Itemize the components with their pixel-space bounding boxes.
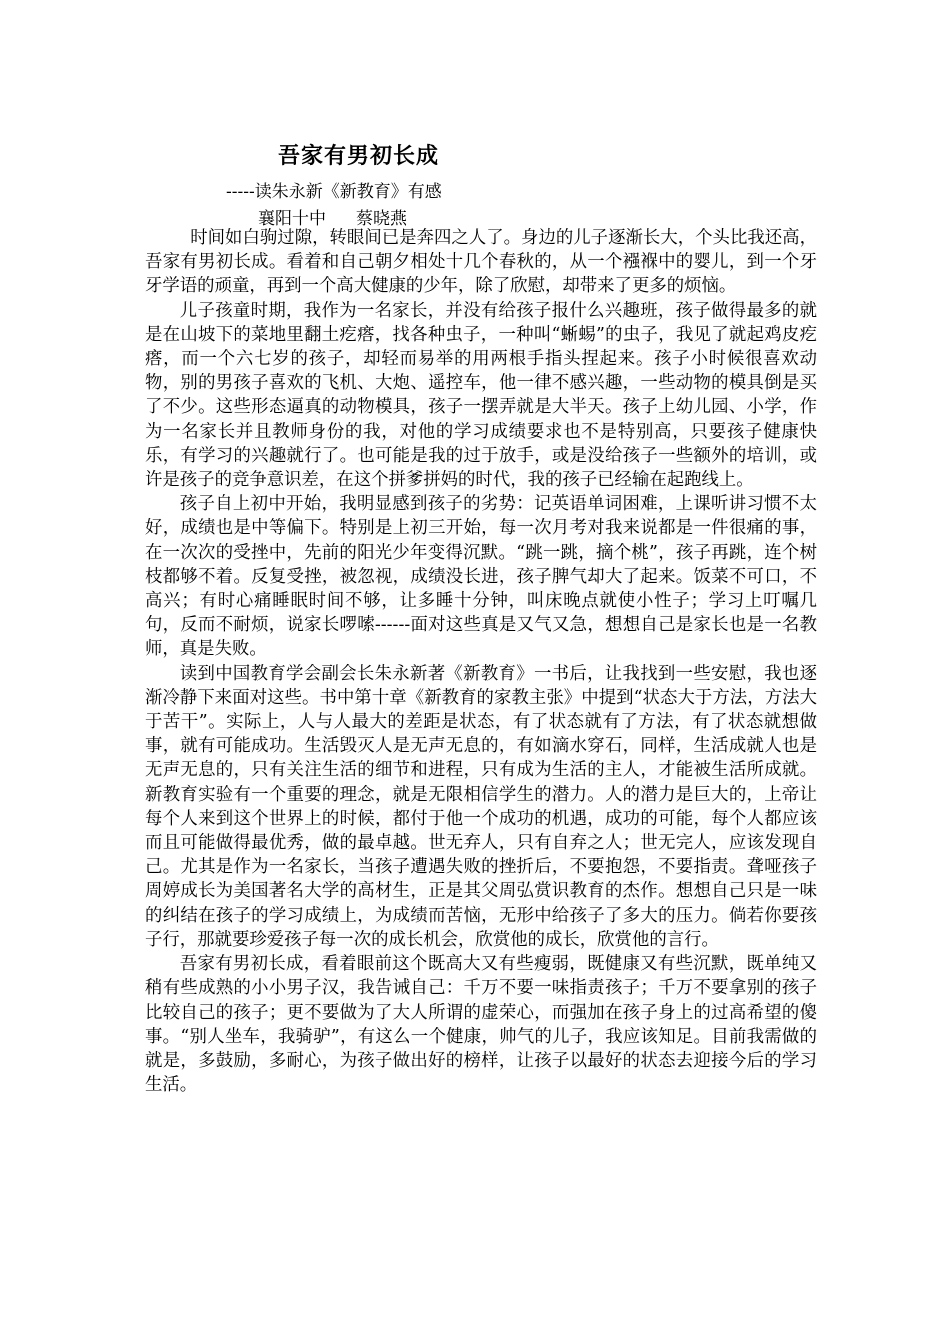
article-body (145, 226, 817, 1097)
paragraph-1: 时间如白驹过隙，转眼间已是奔四之人了。身边的儿子逐渐长大，个头比我还高，吾家有男初长成。看着和自己朝夕相处十几个春秋的，从一个襁褓中的婴儿，到一个牙牙学语的顽童，再到一个高大健康的少年，除了欣慰，却带来了更多的烦恼。 (145, 228, 817, 297)
document-subtitle: -----读朱永新《新教育》有感 (226, 182, 442, 202)
paragraph-2: 儿子孩童时期，我作为一名家长，并没有给孩子报什么兴趣班，孩子做得最多的就是在山坡下的菜地里翻土疙瘩，找各种虫子，一种叫“蜥蜴”的虫子，我见了就起鸡皮疙瘩，而一个六七岁的孩子，却轻而易举的用两根手指头捏起来。孩子小时候很喜欢动物，别的男孩子喜欢的飞机、大炮、遥控车，他一律不感兴趣，一些动物的模具倒是买了不少。这些形态逼真的动物模具，孩子一摆弄就是大半天。孩子上幼儿园、小学，作为一名家长并且教师身份的我，对他的学习成绩要求也不是特别高，只要孩子健康快乐，有学习的兴趣就行了。也可能是我的过于放手，或是没给孩子一些额外的培训，或许是孩子的竞争意识差，在这个拼爹拼妈的时代，我的孩子已经输在起跑线上。 (145, 300, 817, 491)
paragraph-4: 读到中国教育学会副会长朱永新著《新教育》一书后，让我找到一些安慰，我也逐渐冷静下来面对这些。书中第十章《新教育的家教主张》中提到“状态大于方法，方法大于苦干”。实际上，人与人最大的差距是状态，有了状态就有了方法，有了状态就想做事，就有可能成功。生活毁灭人是无声无息的，有如滴水穿石，同样，生活成就人也是无声无息的，只有关注生活的细节和进程，只有成为生活的主人，才能被生活所成就。新教育实验有一个重要的理念，就是无限相信学生的潜力。人的潜力是巨大的，上帝让每个人来到这个世界上的时候，都付于他一个成功的机遇，成功的可能，每个人都应该而且可能做得最优秀，做的最卓越。世无弃人，只有自弃之人；世无完人，应该发现自己。尤其是作为一名家长，当孩子遭遇失败的挫折后，不要抱怨，不要指责。聋哑孩子周婷成长为美国著名大学的高材生，正是其父周弘赏识教育的杰作。想想自己只是一味的纠结在孩子的学习成绩上，为成绩而苦恼，无形中给孩子了多大的压力。倘若你要孩子行，那就要珍爱孩子每一次的成长机会，欣赏他的成长，欣赏他的言行。 (145, 663, 817, 950)
document-title: 吾家有男初长成 (278, 143, 440, 169)
paragraph-5: 吾家有男初长成，看着眼前这个既高大又有些瘦弱，既健康又有些沉默，既单纯又稍有些成熟的小小男子汉，我告诫自己：千万不要一味指责孩子；千万不要拿别的孩子比较自己的孩子；更不要做为了大人所谓的虚荣心，而强加在孩子身上的过高希望的傻事。“别人坐车，我骑驴”，有这么一个健康，帅气的儿子，我应该知足。目前我需做的就是，多鼓励，多耐心，为孩子做出好的榜样，让孩子以最好的状态去迎接今后的学习生活。 (145, 954, 817, 1096)
paragraph-3: 孩子自上初中开始，我明显感到孩子的劣势：记英语单词困难，上课听讲习惯不太好，成绩也是中等偏下。特别是上初三开始，每一次月考对我来说都是一件很痛的事，在一次次的受挫中，先前的阳光少年变得沉默。“跳一跳，摘个桃”，孩子再跳，连个树枝都够不着。反复受挫，被忽视，成绩没长进，孩子脾气却大了起来。饭菜不可口，不高兴；有时心痛睡眠时间不够，让多睡十分钟，叫床晚点就使小性子；学习上叮嘱几句，反而不耐烦，说家长啰嗦------面对这些真是又气又急，想想自己是家长也是一名教师，真是失败。 (145, 494, 817, 660)
author-name: 蔡晓燕 (356, 209, 407, 229)
school-name: 襄阳十中 (258, 209, 326, 229)
